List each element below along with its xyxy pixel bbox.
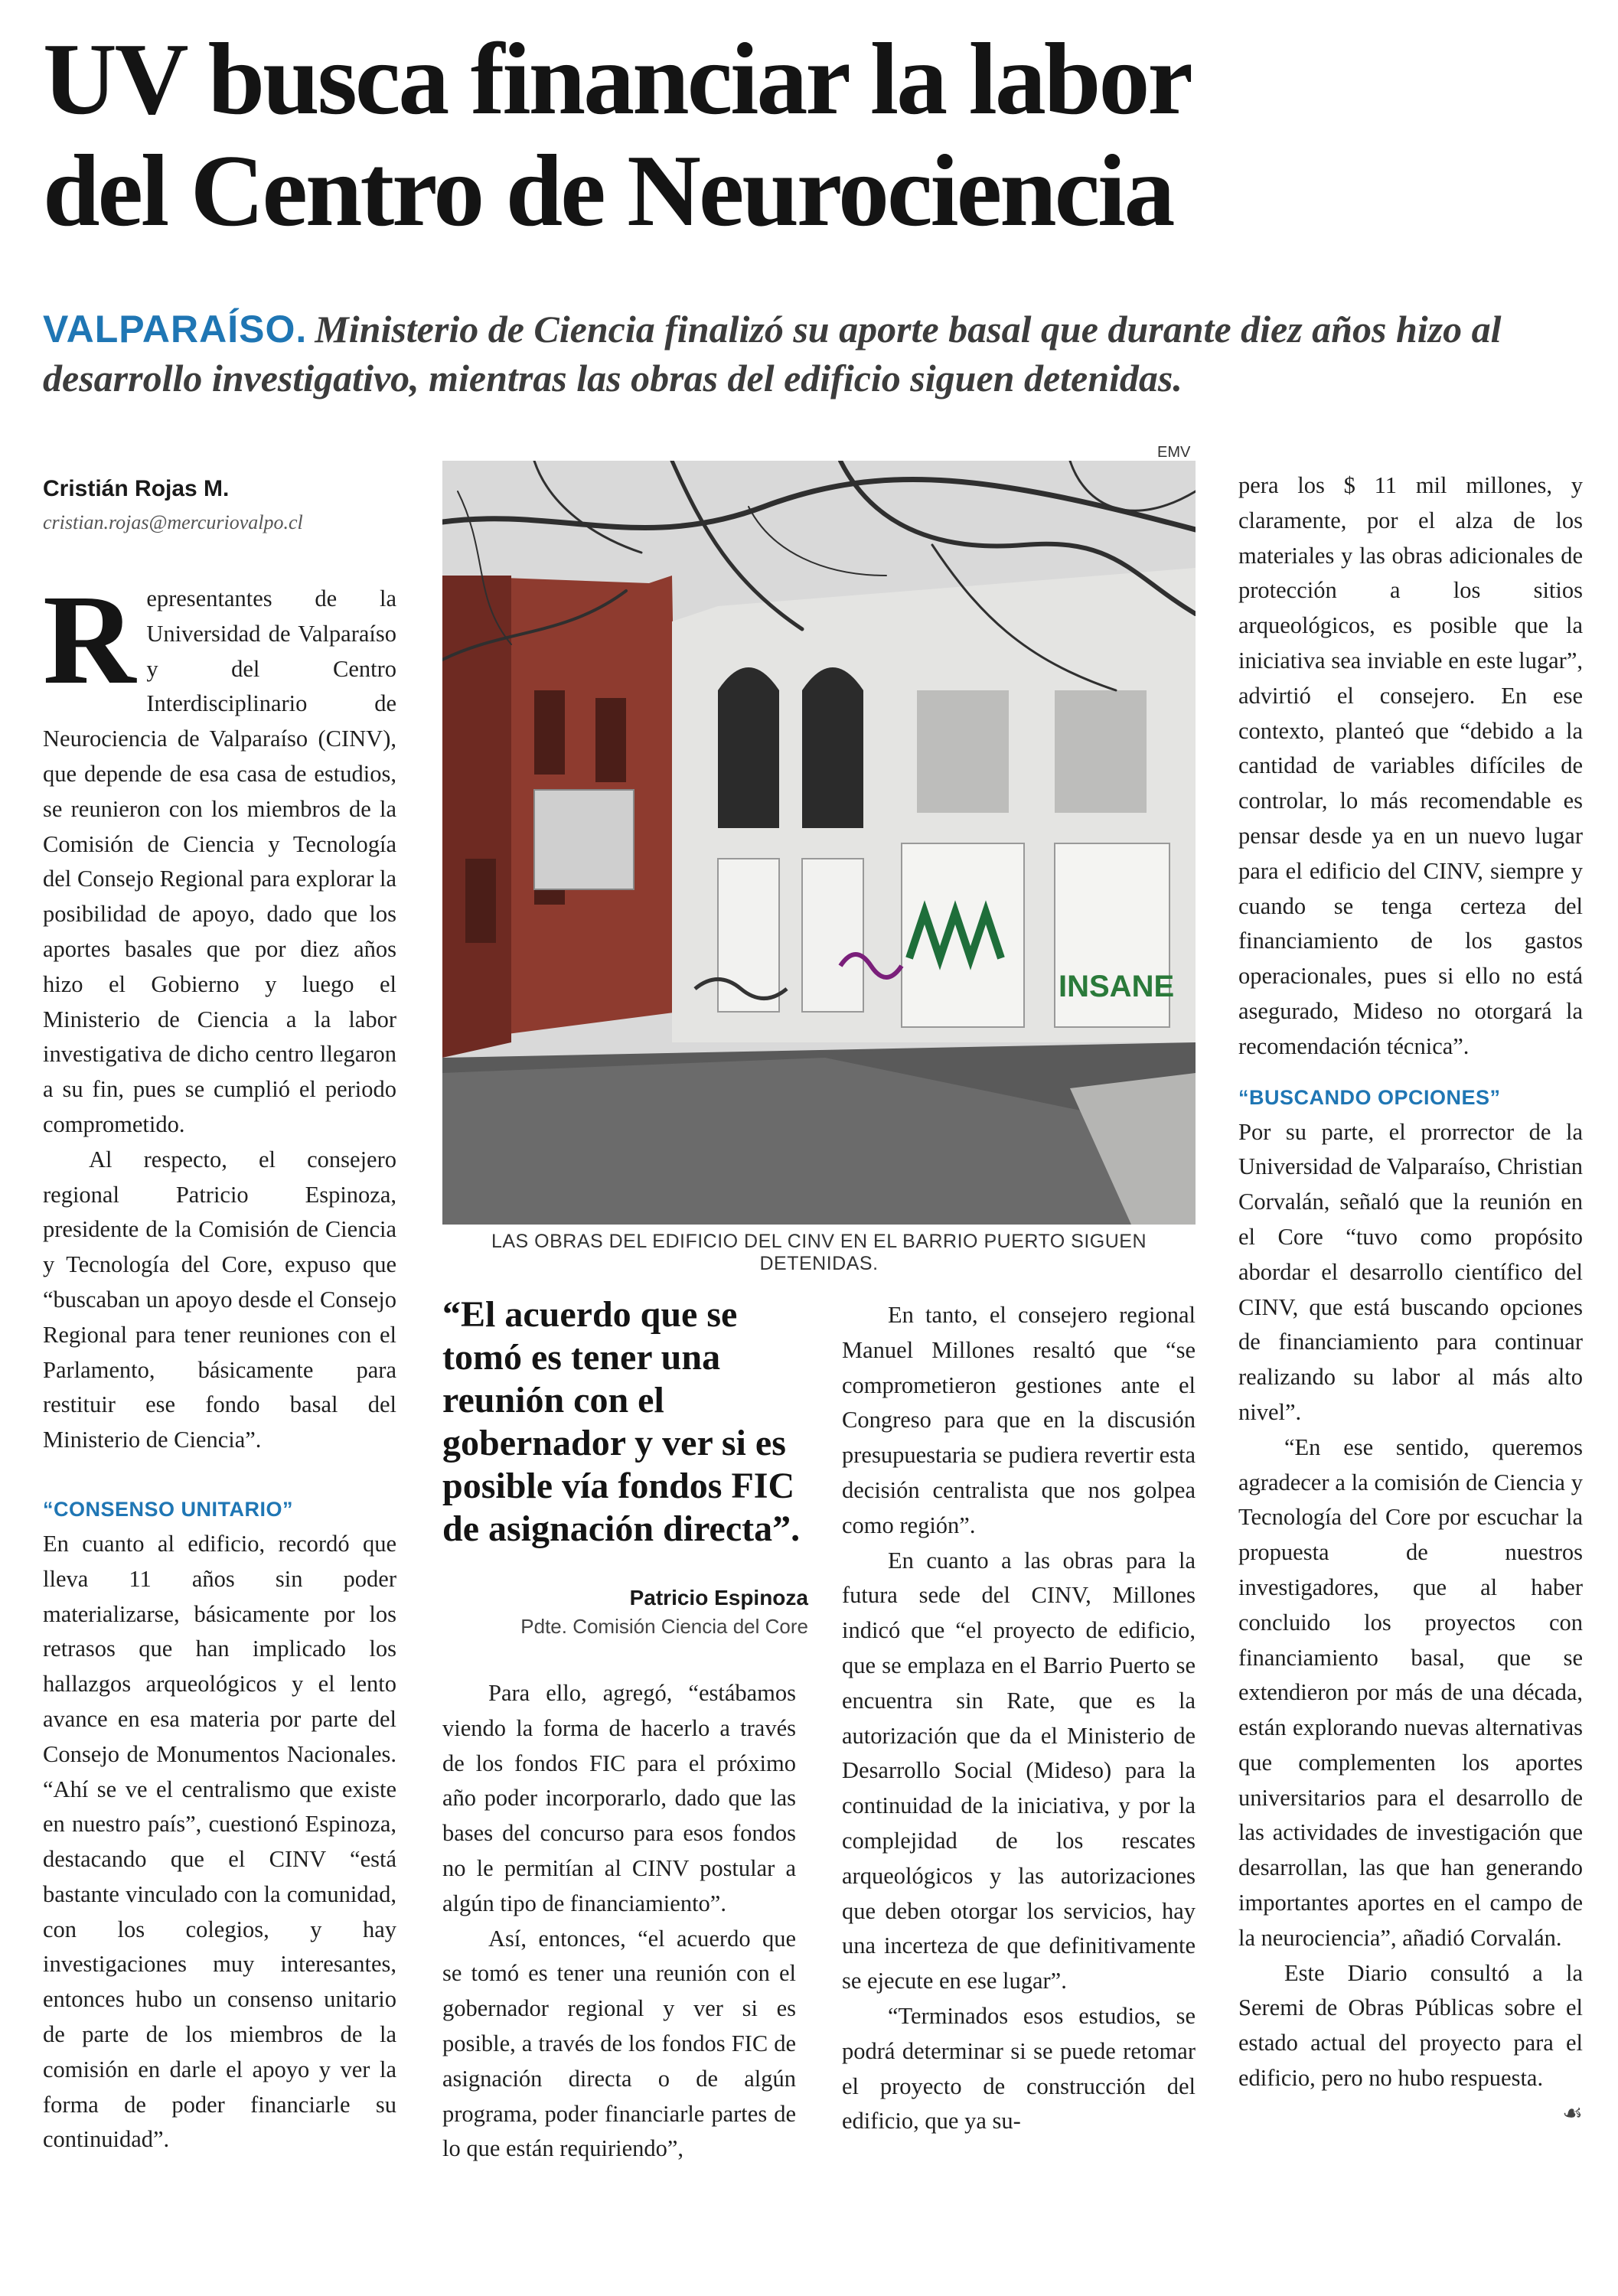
paragraph: Al respecto, el consejero regional Patricio Espinoza, presidente de la Comisión de Ciencia y Tecnología del Core, expuso que “buscaban un apoyo desde el Consejo Regional para tener reuniones con el Parlamento, básicamente para restituir ese fondo basal del Ministerio de Ciencia”. — [43, 1146, 396, 1453]
author-email[interactable]: cristian.rojas@mercuriovalpo.cl — [43, 511, 303, 533]
paragraph: pera los $ 11 mil millones, y claramente, por el alza de los materiales y las obras adicionales de protección a los sitios arqueológicos, es posible que la iniciativa sea inviable en este lugar”, advirtió el consejero. En ese contexto, planteó que “debido a la cantidad de variables difíciles de controlar, lo más recomendable es pensar desde ya en un nuevo lugar para el edificio del CINV, siempre y cuando se tenga certeza del financiamiento de los gastos operacionales, pues si ello no está asegurado, Mideso no otorgará la recomendación técnica”. — [1238, 472, 1583, 1059]
article-column-3 — [842, 1298, 1196, 2139]
deck — [43, 305, 1581, 403]
drop-cap: R — [43, 569, 136, 711]
photo-credit: EMV — [1157, 444, 1191, 461]
subhead-consenso: “CONSENSO UNITARIO” — [43, 1497, 294, 1521]
photo-billboard — [534, 790, 634, 889]
paragraph: Para ello, agregó, “estábamos viendo la forma de hacerlo a través de los fondos FIC para el próximo año poder incorporarlo, dado que las bases del concurso para esos fondos no le permitían al CINV postular a algún tipo de financiamiento”. — [442, 1680, 796, 1916]
paragraph: Por su parte, el prorrector de la Universidad de Valparaíso, Christian Corvalán, señaló que la reunión en el Core “tuvo como propósito abordar el desarrollo científico del CINV, que está buscando opciones de financiamiento para continuar realizando su labor al más alto nivel”. — [1238, 1118, 1583, 1425]
lead-text: epresentantes de la Universidad de Valparaíso y del Centro Interdisciplinario de Neurociencia de Valparaíso (CINV), que depende de esa casa de estudios, se reunieron con los miembros de la Comisión de Ciencia y Tecnología del Consejo Regional para explorar la posibilidad de apoyo, dado que los aportes basales que por diez años hizo el Gobierno y luego el Ministerio de Ciencia a la labor investigativa de dicho centro llegaron a su fin, pues se cumplió el periodo comprometido. — [43, 585, 396, 1137]
paragraph: “Terminados esos estudios, se podrá determinar si se puede retomar el proyecto de construcción del edificio, que ya su- — [842, 2002, 1196, 2135]
end-mark-icon: ☙ — [1562, 2100, 1583, 2126]
photo-graffiti-text: INSANE — [1059, 970, 1175, 1003]
subhead-opciones: “BUSCANDO OPCIONES” — [1238, 1085, 1501, 1109]
headline-line-1: UV busca financiar la labor — [43, 22, 1191, 135]
paragraph — [1238, 1956, 1583, 2126]
deck-text: Ministerio de Ciencia finalizó su aporte basal que durante diez años hizo al desarrollo investigativo, mientras las obras del edificio siguen detenidas. — [43, 308, 1502, 400]
article-column-2 — [442, 1676, 796, 2167]
headline-line-2: del Centro de Neurociencia — [43, 134, 1173, 247]
headline — [43, 23, 1581, 246]
paragraph: En cuanto a las obras para la futura sede del CINV, Millones indicó que “el proyecto de edificio, que se emplaza en el Barrio Puerto se encuentra sin Rate, que es la autorización que da el Ministerio de Desarrollo Social (Mideso) para la continuidad de la iniciativa, y por la complejidad de los rescates arqueológicos y las autorizaciones que deben otorgar los servicios, hay una incerteza de que definitivamente se ejecute en ese lugar”. — [842, 1547, 1196, 1994]
photo-caption: LAS OBRAS DEL EDIFICIO DEL CINV EN EL BARRIO PUERTO SIGUEN DETENIDAS. — [491, 1231, 1147, 1274]
paragraph: “En ese sentido, queremos agradecer a la comisión de Ciencia y Tecnología del Core por escuchar la propuesta de nuestros investigadores, que al haber concluido los proyectos con financiamiento basal, que se extendieron por más de una década, están explorando nuevas alternativas que complementen los aportes universitarios para el desarrollo de las actividades de investigación que desarrollan, las que han generando importantes aportes en el campo de la neurociencia”, añadió Corvalán. — [1238, 1433, 1583, 1951]
article-column-4 — [1238, 468, 1583, 2131]
pull-quote: “El acuerdo que se tomó es tener una reunión con el gobernador y ver si es posible vía fondos FIC de asignación directa”. — [442, 1294, 801, 1549]
paragraph: Así, entonces, “el acuerdo que se tomó es tener una reunión con el gobernador regional y ver si es posible, a través de los fondos FIC de asignación directa o de algún programa, poder financiarle partes de lo que están requiriendo”, — [442, 1925, 796, 2162]
paragraph: En cuanto al edificio, recordó que lleva 11 años sin poder materializarse, básicamente por los retrasos que han implicado los hallazgos arqueológicos y el lento avance en esa materia por parte del Consejo de Monumentos Nacionales. “Ahí se ve el centralismo que existe en nuestro país”, cuestionó Espinoza, destacando que el CINV “está bastante vinculado con la comunidad, con los colegios, y hay investigaciones muy interesantes, entonces hubo un consenso unitario de parte de los miembros de la comisión en darle el apoyo y ver la forma de poder financiarle su continuidad”. — [43, 1530, 396, 2153]
closing-text: Este Diario consultó a la Seremi de Obras Públicas sobre el estado actual del proyecto para el edificio, pero no hubo respuesta. — [1238, 1959, 1583, 2092]
building-photo — [442, 461, 1196, 1225]
article-column-1 — [43, 569, 396, 2157]
deck-kicker: VALPARAÍSO. — [43, 308, 308, 351]
paragraph: En tanto, el consejero regional Manuel Millones resaltó que “se comprometieron gestiones ante el Congreso para que en la discusión presupuestaria se pudiera revertir esta decisión centralista que nos golpea como región”. — [842, 1302, 1196, 1538]
pull-quote-author: Patricio Espinoza — [629, 1586, 808, 1609]
pull-quote-role: Pdte. Comisión Ciencia del Core — [520, 1615, 808, 1638]
lead-paragraph — [43, 569, 396, 1143]
author-name: Cristián Rojas M. — [43, 476, 230, 501]
